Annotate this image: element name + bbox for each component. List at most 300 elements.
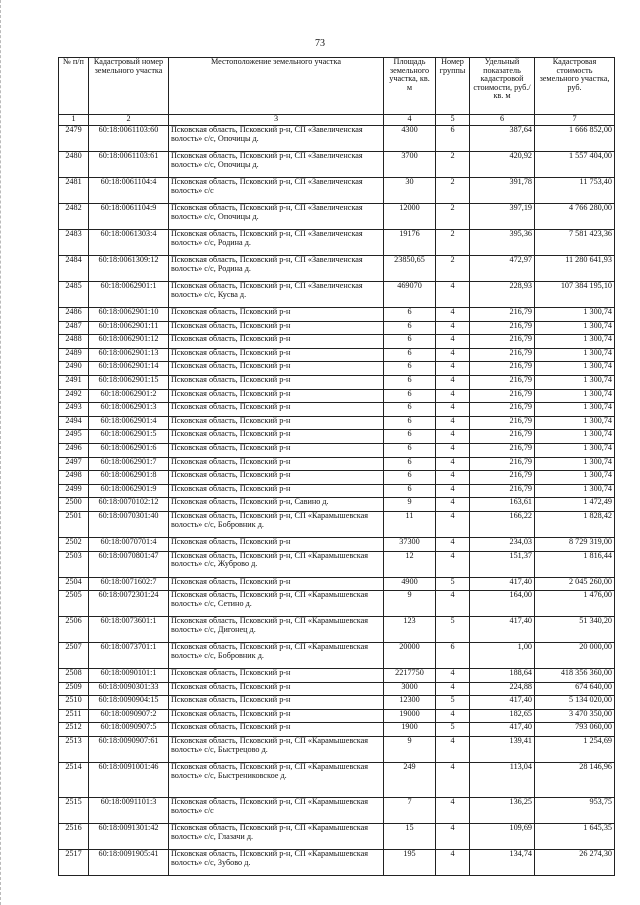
specific-value-cell: 109,69 — [470, 824, 535, 850]
table-row — [59, 682, 615, 696]
row-number-cell: 2508 — [59, 669, 89, 683]
area-cell: 9 — [384, 498, 436, 512]
location-cell: Псковская область, Псковский р-н, СП «Завеличенская волость» с/с, Опочицы д. — [169, 126, 384, 152]
table-row — [59, 308, 615, 322]
specific-value-cell: 216,79 — [470, 457, 535, 471]
group-number-cell: 4 — [436, 430, 470, 444]
area-cell: 4300 — [384, 126, 436, 152]
group-number-cell: 4 — [436, 737, 470, 763]
group-number-cell: 5 — [436, 696, 470, 710]
cadastral-number-cell: 60:18:0091001:46 — [89, 763, 169, 798]
specific-value-cell: 182,65 — [470, 709, 535, 723]
cadastral-cost-cell: 1 666 852,00 — [535, 126, 615, 152]
cadastral-number-cell: 60:18:0090907:5 — [89, 723, 169, 737]
row-number-cell: 2502 — [59, 537, 89, 551]
location-cell: Псковская область, Псковский р-н — [169, 484, 384, 498]
area-cell: 6 — [384, 389, 436, 403]
cadastral-number-cell: 60:18:0091905:41 — [89, 850, 169, 876]
area-cell: 6 — [384, 430, 436, 444]
cadastral-cost-cell: 1 300,74 — [535, 335, 615, 349]
cadastral-number-cell: 60:18:0062901:15 — [89, 375, 169, 389]
specific-value-cell: 472,97 — [470, 256, 535, 282]
row-number-cell: 2513 — [59, 737, 89, 763]
cadastral-cost-cell: 793 060,00 — [535, 723, 615, 737]
table-row — [59, 617, 615, 643]
specific-value-cell: 391,78 — [470, 178, 535, 204]
location-cell: Псковская область, Псковский р-н, СП «Завеличенская волость» с/с, Опочицы д. — [169, 204, 384, 230]
area-cell: 6 — [384, 321, 436, 335]
table-row — [59, 577, 615, 591]
location-cell: Псковская область, Псковский р-н, СП «Карамышевская волость» с/с — [169, 798, 384, 824]
table-row — [59, 230, 615, 256]
location-cell: Псковская область, Псковский р-н — [169, 335, 384, 349]
specific-value-cell: 216,79 — [470, 362, 535, 376]
specific-value-cell: 134,74 — [470, 850, 535, 876]
group-number-cell: 4 — [436, 484, 470, 498]
area-cell: 11 — [384, 511, 436, 537]
cadastral-number-cell: 60:18:0070301:40 — [89, 511, 169, 537]
specific-value-cell: 136,25 — [470, 798, 535, 824]
cadastral-number-cell: 60:18:0091301:42 — [89, 824, 169, 850]
row-number-cell: 2496 — [59, 443, 89, 457]
row-number-cell: 2479 — [59, 126, 89, 152]
cadastral-cost-cell: 5 134 020,00 — [535, 696, 615, 710]
cadastral-cost-cell: 1 476,00 — [535, 591, 615, 617]
header-group: Номер группы — [436, 58, 470, 115]
specific-value-cell: 216,79 — [470, 430, 535, 444]
table-row — [59, 282, 615, 308]
row-number-cell: 2499 — [59, 484, 89, 498]
header-num: № п/п — [59, 58, 89, 115]
specific-value-cell: 151,37 — [470, 551, 535, 577]
cadastral-cost-cell: 674 640,00 — [535, 682, 615, 696]
table-row — [59, 362, 615, 376]
cadastral-number-cell: 60:18:0062901:12 — [89, 335, 169, 349]
cadastral-cost-cell: 11 753,40 — [535, 178, 615, 204]
group-number-cell: 4 — [436, 362, 470, 376]
header-specific-value: Удельный показатель кадастровой стоимости, руб./кв. м — [470, 58, 535, 115]
cadastral-cost-cell: 11 280 641,93 — [535, 256, 615, 282]
cadastral-number-cell: 60:18:0062901:10 — [89, 308, 169, 322]
cadastral-number-cell: 60:18:0062901:1 — [89, 282, 169, 308]
table-row — [59, 178, 615, 204]
location-cell: Псковская область, Псковский р-н, СП «Завеличенская волость» с/с, Родина д. — [169, 256, 384, 282]
location-cell: Псковская область, Псковский р-н — [169, 537, 384, 551]
table-row — [59, 591, 615, 617]
specific-value-cell: 163,61 — [470, 498, 535, 512]
group-number-cell: 4 — [436, 591, 470, 617]
location-cell: Псковская область, Псковский р-н, СП «Карамышевская волость» с/с, Бобровник д. — [169, 511, 384, 537]
row-number-cell: 2504 — [59, 577, 89, 591]
location-cell: Псковская область, Псковский р-н — [169, 389, 384, 403]
cadastral-number-cell: 60:18:0090101:1 — [89, 669, 169, 683]
specific-value-cell: 417,40 — [470, 617, 535, 643]
cadastral-cost-cell: 2 045 260,00 — [535, 577, 615, 591]
page-edge — [0, 0, 3, 905]
table-row — [59, 471, 615, 485]
cadastral-number-cell: 60:18:0070102:12 — [89, 498, 169, 512]
cadastral-cost-cell: 1 300,74 — [535, 389, 615, 403]
table-row — [59, 709, 615, 723]
cadastral-number-cell: 60:18:0090907:2 — [89, 709, 169, 723]
area-cell: 2217750 — [384, 669, 436, 683]
row-number-cell: 2497 — [59, 457, 89, 471]
specific-value-cell: 216,79 — [470, 471, 535, 485]
table-body — [59, 126, 615, 876]
cadastral-cost-cell: 1 300,74 — [535, 443, 615, 457]
specific-value-cell: 216,79 — [470, 335, 535, 349]
table-row — [59, 403, 615, 417]
location-cell: Псковская область, Псковский р-н — [169, 696, 384, 710]
table-row — [59, 824, 615, 850]
group-number-cell: 4 — [436, 471, 470, 485]
row-number-cell: 2480 — [59, 152, 89, 178]
column-number: 7 — [535, 115, 615, 126]
table-row — [59, 443, 615, 457]
table-row — [59, 484, 615, 498]
specific-value-cell: 188,64 — [470, 669, 535, 683]
table-row — [59, 669, 615, 683]
group-number-cell: 4 — [436, 335, 470, 349]
group-number-cell: 4 — [436, 669, 470, 683]
group-number-cell: 4 — [436, 308, 470, 322]
cadastral-number-cell: 60:18:0090907:61 — [89, 737, 169, 763]
table-row — [59, 335, 615, 349]
location-cell: Псковская область, Псковский р-н — [169, 471, 384, 485]
area-cell: 6 — [384, 362, 436, 376]
specific-value-cell: 216,79 — [470, 308, 535, 322]
row-number-cell: 2501 — [59, 511, 89, 537]
header-cadastral-number: Кадастровый номер земельного участка — [89, 58, 169, 115]
area-cell: 12000 — [384, 204, 436, 230]
table-row — [59, 551, 615, 577]
cadastral-number-cell: 60:18:0061104:4 — [89, 178, 169, 204]
area-cell: 6 — [384, 335, 436, 349]
cadastral-number-cell: 60:18:0062901:2 — [89, 389, 169, 403]
cadastral-cost-cell: 1 300,74 — [535, 321, 615, 335]
cadastral-cost-cell: 953,75 — [535, 798, 615, 824]
cadastral-number-cell: 60:18:0062901:8 — [89, 471, 169, 485]
cadastral-number-cell: 60:18:0071602:7 — [89, 577, 169, 591]
cadastral-cost-cell: 20 000,00 — [535, 643, 615, 669]
area-cell: 3700 — [384, 152, 436, 178]
row-number-cell: 2515 — [59, 798, 89, 824]
cadastral-number-cell: 60:18:0072301:24 — [89, 591, 169, 617]
specific-value-cell: 164,00 — [470, 591, 535, 617]
specific-value-cell: 228,93 — [470, 282, 535, 308]
cadastral-cost-cell: 1 300,74 — [535, 362, 615, 376]
cadastral-cost-cell: 1 300,74 — [535, 484, 615, 498]
table-row — [59, 375, 615, 389]
cadastral-cost-cell: 418 356 360,00 — [535, 669, 615, 683]
row-number-cell: 2494 — [59, 416, 89, 430]
table-row — [59, 389, 615, 403]
cadastral-number-cell: 60:18:0062901:4 — [89, 416, 169, 430]
group-number-cell: 4 — [436, 798, 470, 824]
group-number-cell: 4 — [436, 416, 470, 430]
table-row — [59, 204, 615, 230]
row-number-cell: 2483 — [59, 230, 89, 256]
location-cell: Псковская область, Псковский р-н, СП «Карамышевская волость» с/с, Сетино д. — [169, 591, 384, 617]
specific-value-cell: 417,40 — [470, 723, 535, 737]
area-cell: 195 — [384, 850, 436, 876]
area-cell: 20000 — [384, 643, 436, 669]
specific-value-cell: 1,00 — [470, 643, 535, 669]
column-number-row — [59, 115, 615, 126]
specific-value-cell: 216,79 — [470, 375, 535, 389]
cadastral-number-cell: 60:18:0062901:7 — [89, 457, 169, 471]
cadastral-number-cell: 60:18:0091101:3 — [89, 798, 169, 824]
table-row — [59, 537, 615, 551]
row-number-cell: 2481 — [59, 178, 89, 204]
specific-value-cell: 216,79 — [470, 484, 535, 498]
table-row — [59, 152, 615, 178]
area-cell: 7 — [384, 798, 436, 824]
location-cell: Псковская область, Псковский р-н, СП «Карамышевская волость» с/с, Зубово д. — [169, 850, 384, 876]
specific-value-cell: 417,40 — [470, 696, 535, 710]
cadastral-cost-cell: 28 146,96 — [535, 763, 615, 798]
cadastral-cost-cell: 1 300,74 — [535, 430, 615, 444]
column-number: 2 — [89, 115, 169, 126]
location-cell: Псковская область, Псковский р-н, СП «Карамышевская волость» с/с, Быстрецово д. — [169, 737, 384, 763]
area-cell: 6 — [384, 471, 436, 485]
table-row — [59, 348, 615, 362]
specific-value-cell: 397,19 — [470, 204, 535, 230]
group-number-cell: 4 — [436, 763, 470, 798]
table-row — [59, 723, 615, 737]
page-number: 73 — [315, 38, 325, 49]
cadastral-cost-cell: 1 816,44 — [535, 551, 615, 577]
specific-value-cell: 139,41 — [470, 737, 535, 763]
cadastral-cost-cell: 1 300,74 — [535, 416, 615, 430]
group-number-cell: 4 — [436, 403, 470, 417]
location-cell: Псковская область, Псковский р-н, СП «Завеличенская волость» с/с, Кусва д. — [169, 282, 384, 308]
location-cell: Псковская область, Псковский р-н, СП «Карамышевская волость» с/с, Бобровник д. — [169, 643, 384, 669]
group-number-cell: 4 — [436, 282, 470, 308]
specific-value-cell: 420,92 — [470, 152, 535, 178]
row-number-cell: 2509 — [59, 682, 89, 696]
specific-value-cell: 166,22 — [470, 511, 535, 537]
table-row — [59, 416, 615, 430]
specific-value-cell: 216,79 — [470, 403, 535, 417]
table-row — [59, 798, 615, 824]
cadastral-cost-cell: 7 581 423,36 — [535, 230, 615, 256]
location-cell: Псковская область, Псковский р-н — [169, 321, 384, 335]
specific-value-cell: 224,88 — [470, 682, 535, 696]
group-number-cell: 2 — [436, 152, 470, 178]
location-cell: Псковская область, Псковский р-н, СП «Завеличенская волость» с/с — [169, 178, 384, 204]
table-row — [59, 737, 615, 763]
group-number-cell: 6 — [436, 643, 470, 669]
row-number-cell: 2486 — [59, 308, 89, 322]
cadastral-cost-cell: 1 300,74 — [535, 308, 615, 322]
table-row — [59, 696, 615, 710]
group-number-cell: 4 — [436, 511, 470, 537]
cadastral-cost-cell: 8 729 319,00 — [535, 537, 615, 551]
table-row — [59, 850, 615, 876]
table-row — [59, 256, 615, 282]
group-number-cell: 4 — [436, 375, 470, 389]
cadastral-number-cell: 60:18:0062901:11 — [89, 321, 169, 335]
location-cell: Псковская область, Псковский р-н, СП «Карамышевская волость» с/с, Глазачи д. — [169, 824, 384, 850]
row-number-cell: 2482 — [59, 204, 89, 230]
location-cell: Псковская область, Псковский р-н — [169, 375, 384, 389]
table-row — [59, 321, 615, 335]
specific-value-cell: 234,03 — [470, 537, 535, 551]
cadastral-cost-cell: 1 828,42 — [535, 511, 615, 537]
cadastral-number-cell: 60:18:0062901:3 — [89, 403, 169, 417]
area-cell: 4900 — [384, 577, 436, 591]
row-number-cell: 2507 — [59, 643, 89, 669]
table-row — [59, 126, 615, 152]
area-cell: 19176 — [384, 230, 436, 256]
row-number-cell: 2488 — [59, 335, 89, 349]
specific-value-cell: 216,79 — [470, 321, 535, 335]
row-number-cell: 2503 — [59, 551, 89, 577]
row-number-cell: 2500 — [59, 498, 89, 512]
area-cell: 3000 — [384, 682, 436, 696]
cadastral-number-cell: 60:18:0061104:9 — [89, 204, 169, 230]
cadastral-cost-cell: 1 300,74 — [535, 457, 615, 471]
group-number-cell: 5 — [436, 617, 470, 643]
area-cell: 6 — [384, 375, 436, 389]
area-cell: 19000 — [384, 709, 436, 723]
area-cell: 15 — [384, 824, 436, 850]
row-number-cell: 2489 — [59, 348, 89, 362]
row-number-cell: 2485 — [59, 282, 89, 308]
cadastral-cost-cell: 4 766 280,00 — [535, 204, 615, 230]
group-number-cell: 4 — [436, 348, 470, 362]
row-number-cell: 2495 — [59, 430, 89, 444]
location-cell: Псковская область, Псковский р-н — [169, 723, 384, 737]
location-cell: Псковская область, Псковский р-н — [169, 403, 384, 417]
location-cell: Псковская область, Псковский р-н, СП «Карамышевская волость» с/с, Жуброво д. — [169, 551, 384, 577]
area-cell: 30 — [384, 178, 436, 204]
table-row — [59, 498, 615, 512]
cadastral-cost-cell: 1 300,74 — [535, 403, 615, 417]
location-cell: Псковская область, Псковский р-н, Савино д. — [169, 498, 384, 512]
cadastral-number-cell: 60:18:0061103:61 — [89, 152, 169, 178]
area-cell: 123 — [384, 617, 436, 643]
table-row — [59, 430, 615, 444]
cadastral-cost-cell: 1 472,49 — [535, 498, 615, 512]
row-number-cell: 2506 — [59, 617, 89, 643]
row-number-cell: 2484 — [59, 256, 89, 282]
row-number-cell: 2511 — [59, 709, 89, 723]
row-number-cell: 2505 — [59, 591, 89, 617]
location-cell: Псковская область, Псковский р-н — [169, 308, 384, 322]
group-number-cell: 4 — [436, 321, 470, 335]
group-number-cell: 5 — [436, 577, 470, 591]
cadastral-cost-cell: 26 274,30 — [535, 850, 615, 876]
row-number-cell: 2517 — [59, 850, 89, 876]
header-cadastral-cost: Кадастровая стоимость земельного участка, руб. — [535, 58, 615, 115]
specific-value-cell: 216,79 — [470, 416, 535, 430]
column-number: 4 — [384, 115, 436, 126]
location-cell: Псковская область, Псковский р-н — [169, 348, 384, 362]
row-number-cell: 2514 — [59, 763, 89, 798]
cadastral-number-cell: 60:18:0061103:60 — [89, 126, 169, 152]
row-number-cell: 2510 — [59, 696, 89, 710]
cadastral-number-cell: 60:18:0090301:33 — [89, 682, 169, 696]
row-number-cell: 2512 — [59, 723, 89, 737]
group-number-cell: 4 — [436, 498, 470, 512]
row-number-cell: 2491 — [59, 375, 89, 389]
area-cell: 12300 — [384, 696, 436, 710]
area-cell: 6 — [384, 403, 436, 417]
area-cell: 6 — [384, 348, 436, 362]
group-number-cell: 2 — [436, 178, 470, 204]
cadastral-number-cell: 60:18:0061303:4 — [89, 230, 169, 256]
header-area: Площадь земельного участка, кв. м — [384, 58, 436, 115]
row-number-cell: 2498 — [59, 471, 89, 485]
area-cell: 9 — [384, 591, 436, 617]
specific-value-cell: 417,40 — [470, 577, 535, 591]
cadastral-number-cell: 60:18:0062901:9 — [89, 484, 169, 498]
cadastral-number-cell: 60:18:0090904:15 — [89, 696, 169, 710]
cadastral-cost-cell: 1 300,74 — [535, 348, 615, 362]
specific-value-cell: 113,04 — [470, 763, 535, 798]
location-cell: Псковская область, Псковский р-н — [169, 709, 384, 723]
area-cell: 9 — [384, 737, 436, 763]
cadastral-number-cell: 60:18:0073601:1 — [89, 617, 169, 643]
cadastral-number-cell: 60:18:0062901:14 — [89, 362, 169, 376]
header-location: Местоположение земельного участка — [169, 58, 384, 115]
cadastral-cost-cell: 1 254,69 — [535, 737, 615, 763]
group-number-cell: 4 — [436, 709, 470, 723]
location-cell: Псковская область, Псковский р-н, СП «Завеличенская волость» с/с, Родина д. — [169, 230, 384, 256]
location-cell: Псковская область, Псковский р-н — [169, 430, 384, 444]
row-number-cell: 2490 — [59, 362, 89, 376]
column-number: 6 — [470, 115, 535, 126]
area-cell: 37300 — [384, 537, 436, 551]
specific-value-cell: 216,79 — [470, 443, 535, 457]
location-cell: Псковская область, Псковский р-н — [169, 669, 384, 683]
cadastral-number-cell: 60:18:0062901:5 — [89, 430, 169, 444]
cadastral-table — [58, 57, 615, 876]
location-cell: Псковская область, Псковский р-н — [169, 682, 384, 696]
area-cell: 6 — [384, 457, 436, 471]
area-cell: 12 — [384, 551, 436, 577]
location-cell: Псковская область, Псковский р-н — [169, 362, 384, 376]
row-number-cell: 2516 — [59, 824, 89, 850]
group-number-cell: 2 — [436, 204, 470, 230]
row-number-cell: 2487 — [59, 321, 89, 335]
location-cell: Псковская область, Псковский р-н, СП «Завеличенская волость» с/с, Опочицы д. — [169, 152, 384, 178]
location-cell: Псковская область, Псковский р-н — [169, 577, 384, 591]
group-number-cell: 4 — [436, 824, 470, 850]
group-number-cell: 4 — [436, 457, 470, 471]
group-number-cell: 4 — [436, 537, 470, 551]
area-cell: 469070 — [384, 282, 436, 308]
group-number-cell: 2 — [436, 230, 470, 256]
specific-value-cell: 216,79 — [470, 348, 535, 362]
cadastral-number-cell: 60:18:0073701:1 — [89, 643, 169, 669]
group-number-cell: 4 — [436, 850, 470, 876]
column-number: 1 — [59, 115, 89, 126]
cadastral-cost-cell: 1 645,35 — [535, 824, 615, 850]
group-number-cell: 4 — [436, 389, 470, 403]
cadastral-number-cell: 60:18:0070701:4 — [89, 537, 169, 551]
cadastral-cost-cell: 51 340,20 — [535, 617, 615, 643]
group-number-cell: 2 — [436, 256, 470, 282]
group-number-cell: 4 — [436, 551, 470, 577]
group-number-cell: 4 — [436, 682, 470, 696]
group-number-cell: 4 — [436, 443, 470, 457]
table-row — [59, 457, 615, 471]
location-cell: Псковская область, Псковский р-н — [169, 457, 384, 471]
table-row — [59, 763, 615, 798]
